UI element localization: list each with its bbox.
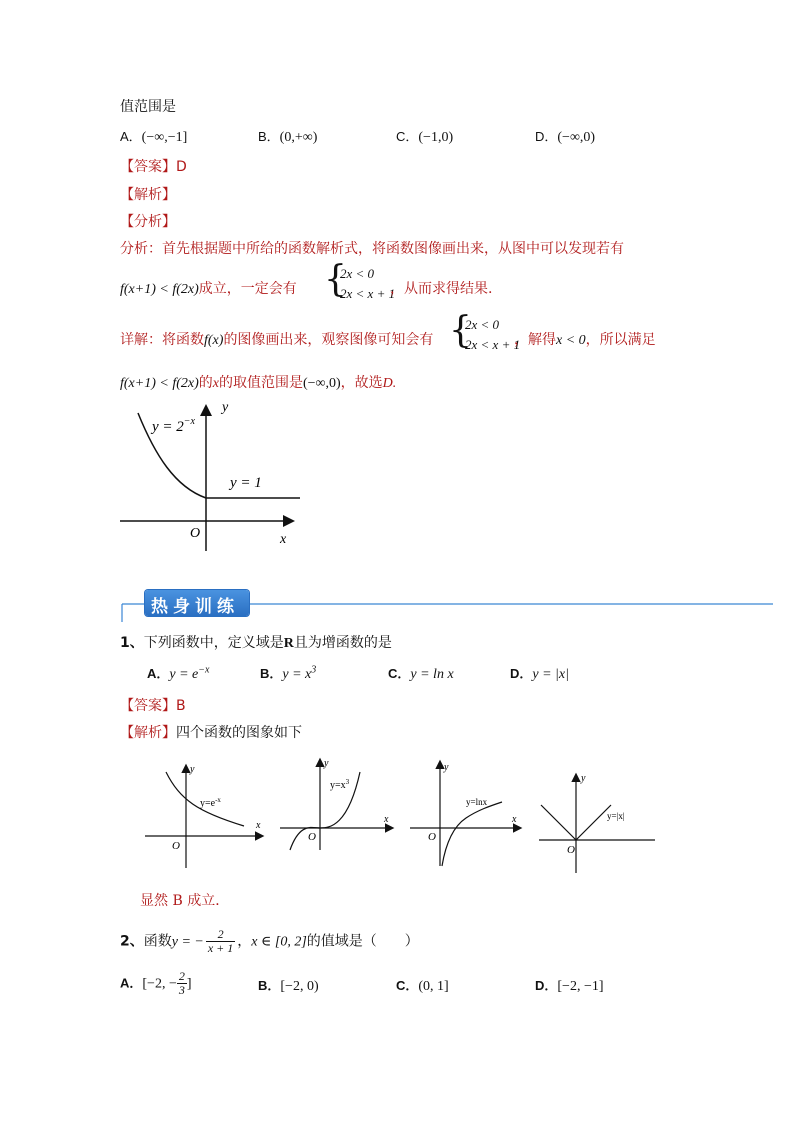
q1-conclusion: 显然 B 成立． bbox=[140, 893, 230, 909]
jiexi-text: 四个函数的图象如下 bbox=[176, 725, 302, 741]
fenxi-text: 分析：首先根据题中所给的函数解析式，将函数图像画出来，从图中可以发现若有 bbox=[120, 241, 624, 257]
svg-text:x: x bbox=[384, 814, 389, 825]
option-value: y = |x| bbox=[532, 667, 569, 682]
svg-text:y=x3: $y=x^3$ bbox=[330, 778, 350, 791]
concl-x: x bbox=[212, 376, 219, 391]
q2-text3: 的值域是（ ） bbox=[306, 933, 419, 950]
x-axis-label: x bbox=[280, 532, 287, 547]
option-value: y = x bbox=[282, 667, 312, 682]
q1-option-c bbox=[388, 663, 454, 683]
main-function-graph bbox=[110, 395, 310, 555]
concl-mid: 的取值范围是 bbox=[218, 375, 303, 391]
line-label: y = 1 bbox=[230, 475, 262, 491]
frac-num: 2 bbox=[206, 928, 235, 942]
q1-option-b bbox=[260, 663, 316, 683]
frac-num: 2 bbox=[178, 969, 185, 983]
fenxi-ineq-line bbox=[120, 278, 297, 298]
detail-line bbox=[120, 329, 433, 349]
q1-graph-abs bbox=[535, 765, 660, 875]
q2-text1: 函数 bbox=[143, 933, 172, 950]
option-label: D． bbox=[535, 129, 558, 144]
svg-text:O: O bbox=[428, 831, 436, 843]
option-value: y = ln x bbox=[410, 667, 454, 682]
option-value: (−∞,0) bbox=[557, 130, 596, 145]
curve-label: $y = 2^{-x}$ bbox=[152, 416, 195, 435]
option-label: D． bbox=[535, 978, 558, 993]
concl-ineq: f(x+1) < f(2x) bbox=[120, 376, 199, 391]
system-line-1: 2x < 0 bbox=[340, 266, 375, 281]
option-label: B． bbox=[258, 129, 280, 144]
q2-option-a bbox=[120, 970, 192, 997]
svg-text:y=lnx: y=lnx bbox=[466, 797, 488, 807]
detail-solve bbox=[514, 329, 656, 349]
left-brace: { bbox=[324, 259, 347, 300]
option-close: ] bbox=[186, 976, 192, 992]
q2-stem bbox=[120, 928, 419, 955]
option-value: [−2, −1] bbox=[557, 979, 604, 994]
jiexi-tag: 【解析】 bbox=[120, 725, 176, 741]
q1-answer bbox=[120, 695, 186, 715]
system2-line-1: 2x < 0 bbox=[465, 317, 500, 332]
option-label: A． bbox=[120, 975, 143, 991]
option-label: C． bbox=[396, 978, 419, 993]
option-frac bbox=[177, 970, 187, 997]
q1-text: 下列函数中，定义域是 bbox=[143, 635, 284, 651]
q1-option-d bbox=[510, 663, 569, 683]
frac-den: x + 1 bbox=[207, 941, 234, 955]
answer-line bbox=[120, 156, 187, 176]
jiexi-tag: 【解析】 bbox=[120, 187, 176, 203]
q2-frac bbox=[206, 928, 235, 955]
q1-R: R bbox=[283, 636, 294, 651]
q1-graph-ln bbox=[408, 758, 528, 868]
concl-choice: D. bbox=[382, 376, 397, 391]
option-value: (−∞,−1] bbox=[141, 130, 188, 145]
section-title: 热身训练 bbox=[151, 597, 239, 617]
system-line-2: 2x < x + 1 bbox=[340, 286, 396, 301]
q1-jiexi bbox=[120, 722, 302, 742]
system2-line-2: 2x < x + 1 bbox=[465, 337, 521, 352]
ineq: f(x+1) < f(2x) bbox=[120, 282, 199, 297]
frac-den: 3 bbox=[178, 983, 185, 997]
left-brace-2: { bbox=[449, 310, 472, 351]
option-value: [−2, − bbox=[142, 976, 177, 992]
svg-text:y: y bbox=[581, 773, 586, 784]
q2-num: 2、 bbox=[120, 933, 144, 950]
q1-text2: 且为增函数的是 bbox=[293, 635, 392, 651]
concl-de: 的 bbox=[198, 375, 213, 391]
option-label: D． bbox=[510, 666, 533, 681]
q1-num: 1、 bbox=[120, 635, 144, 651]
q1-graph-exp bbox=[140, 760, 270, 870]
q2-text2: ， bbox=[237, 933, 252, 950]
svg-text:y: y bbox=[324, 758, 329, 769]
q2-func: y = − bbox=[171, 934, 204, 950]
option-value: (−1,0) bbox=[418, 130, 454, 145]
option-b bbox=[258, 126, 317, 146]
option-label: C． bbox=[396, 129, 419, 144]
svg-text:y: y bbox=[190, 764, 195, 775]
detail-solve-text: ，解得 bbox=[514, 332, 556, 348]
detail-end: ，所以满足 bbox=[585, 332, 656, 348]
option-d bbox=[535, 126, 595, 146]
svg-text:x: x bbox=[512, 814, 517, 825]
section-banner bbox=[145, 590, 249, 616]
svg-text:y=|x|: y=|x| bbox=[607, 811, 625, 821]
option-a bbox=[120, 126, 187, 146]
answer-tag: 【答案】 bbox=[120, 159, 176, 175]
option-value: [−2, 0) bbox=[280, 979, 319, 994]
svg-text:O: O bbox=[308, 831, 316, 843]
detail-fx: f(x) bbox=[204, 333, 224, 348]
answer-tag: 【答案】 bbox=[120, 698, 176, 714]
q2-domain: x ∈ [0, 2] bbox=[251, 934, 307, 950]
svg-text:O: O bbox=[172, 840, 180, 852]
svg-text:y: y bbox=[444, 762, 449, 773]
detail-prefix: 详解：将函数 bbox=[120, 332, 204, 348]
option-label: A． bbox=[147, 666, 170, 681]
system-suffix: ，从而求得结果. bbox=[390, 281, 493, 297]
q1-graph-cubic bbox=[278, 752, 398, 852]
fenxi-tag: 【分析】 bbox=[120, 214, 176, 230]
detail-mid: 的图像画出来，观察图像可知会有 bbox=[223, 332, 434, 348]
q2-option-c bbox=[396, 975, 449, 995]
svg-text:x: x bbox=[256, 820, 261, 831]
ineq-suffix: 成立，一定会有 bbox=[198, 281, 297, 297]
detail-solve-math: x < 0 bbox=[556, 333, 586, 348]
q2-option-d bbox=[535, 975, 604, 995]
option-value: (0, 1] bbox=[418, 979, 449, 994]
option-value: y = e bbox=[169, 667, 199, 682]
y-axis-label: y bbox=[222, 400, 229, 415]
conclusion-line bbox=[120, 372, 396, 392]
concl-range: (−∞,0) bbox=[302, 376, 341, 391]
option-label: A． bbox=[120, 129, 142, 144]
option-label: B． bbox=[258, 978, 281, 993]
option-sup: 3 bbox=[311, 664, 317, 676]
svg-text:O: O bbox=[567, 844, 575, 856]
origin-label: O bbox=[190, 526, 201, 541]
question-fragment: 值范围是 bbox=[120, 99, 176, 115]
option-label: C． bbox=[388, 666, 411, 681]
option-label: B． bbox=[260, 666, 283, 681]
answer-value: B bbox=[176, 698, 186, 714]
q2-option-b bbox=[258, 975, 319, 995]
option-sup: −x bbox=[198, 664, 210, 676]
q1-stem bbox=[120, 632, 392, 652]
concl-end: ，故选 bbox=[340, 375, 383, 391]
svg-text:y=e-x: $y=e^{-x}$ bbox=[200, 796, 221, 809]
answer-value: D bbox=[176, 159, 187, 175]
q1-option-a bbox=[147, 663, 209, 683]
option-c bbox=[396, 126, 453, 146]
option-value: (0,+∞) bbox=[279, 130, 318, 145]
